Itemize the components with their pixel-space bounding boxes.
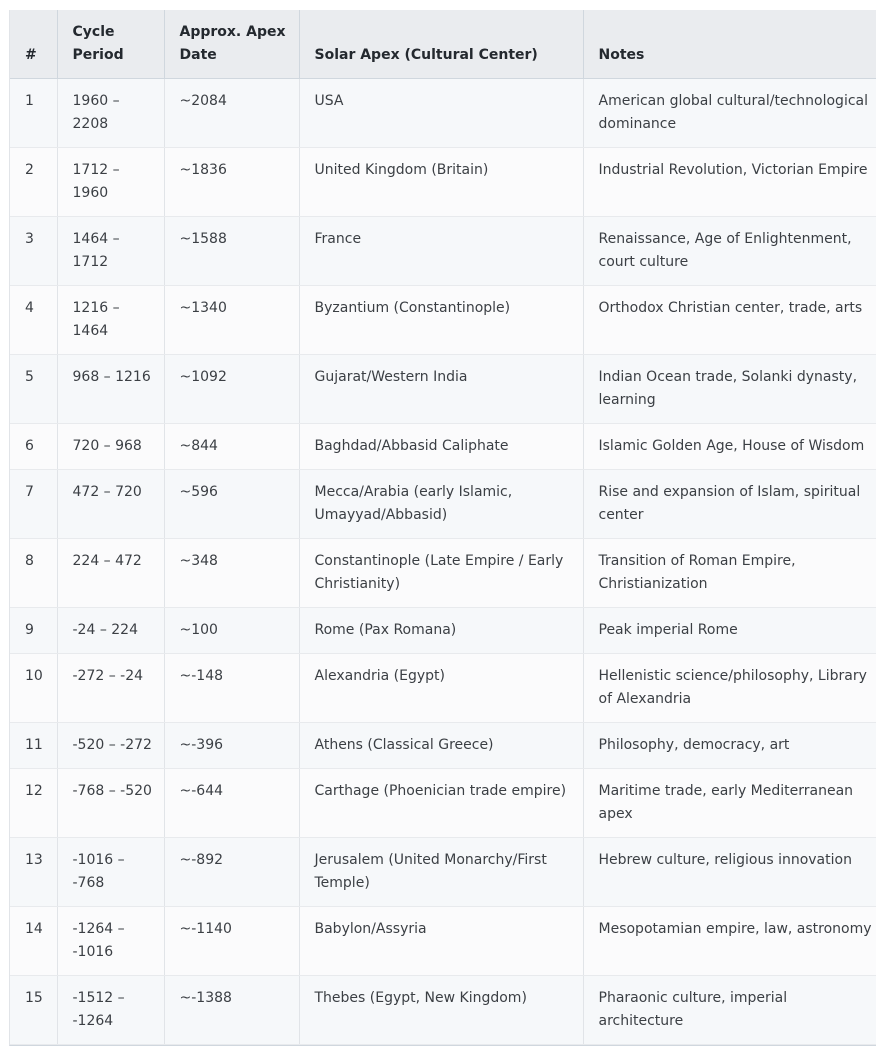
header-number: # [10, 10, 57, 79]
cell-apex-date: ~1092 [164, 355, 299, 424]
cell-solar-apex: United Kingdom (Britain) [299, 148, 583, 217]
cell-apex-date: ~-1140 [164, 907, 299, 976]
cell-solar-apex: USA [299, 79, 583, 148]
table-row [10, 424, 876, 470]
cell-number: 4 [10, 286, 57, 355]
cell-number: 5 [10, 355, 57, 424]
cell-solar-apex: Rome (Pax Romana) [299, 608, 583, 654]
table-row [10, 79, 876, 148]
header-notes: Notes [583, 10, 876, 79]
table-row [10, 723, 876, 769]
table-header [10, 10, 876, 79]
cell-number: 8 [10, 539, 57, 608]
cell-number: 15 [10, 976, 57, 1045]
cell-cycle-period: -272 – -24 [57, 654, 164, 723]
table-row [10, 539, 876, 608]
header-cycle-period: Cycle Period [57, 10, 164, 79]
cell-apex-date: ~-396 [164, 723, 299, 769]
cell-notes: Pharaonic culture, imperial architecture [583, 976, 876, 1045]
cell-number: 14 [10, 907, 57, 976]
cell-number: 12 [10, 769, 57, 838]
cell-apex-date: ~-148 [164, 654, 299, 723]
cell-number: 1 [10, 79, 57, 148]
solar-apex-table [10, 10, 876, 1045]
cell-apex-date: ~1836 [164, 148, 299, 217]
header-row [10, 10, 876, 79]
cell-apex-date: ~-644 [164, 769, 299, 838]
cell-notes: Philosophy, democracy, art [583, 723, 876, 769]
cell-notes: Rise and expansion of Islam, spiritual center [583, 470, 876, 539]
cell-number: 10 [10, 654, 57, 723]
header-apex-date: Approx. Apex Date [164, 10, 299, 79]
table-row [10, 148, 876, 217]
cell-solar-apex: France [299, 217, 583, 286]
cell-cycle-period: 720 – 968 [57, 424, 164, 470]
cell-solar-apex: Thebes (Egypt, New Kingdom) [299, 976, 583, 1045]
cell-solar-apex: Jerusalem (United Monarchy/First Temple) [299, 838, 583, 907]
cell-cycle-period: 224 – 472 [57, 539, 164, 608]
cell-apex-date: ~1340 [164, 286, 299, 355]
table-row [10, 976, 876, 1045]
cell-number: 6 [10, 424, 57, 470]
cell-solar-apex: Athens (Classical Greece) [299, 723, 583, 769]
cell-notes: Industrial Revolution, Victorian Empire [583, 148, 876, 217]
cell-apex-date: ~100 [164, 608, 299, 654]
cell-solar-apex: Alexandria (Egypt) [299, 654, 583, 723]
cell-solar-apex: Gujarat/Western India [299, 355, 583, 424]
cell-cycle-period: -1512 – -1264 [57, 976, 164, 1045]
cell-notes: Peak imperial Rome [583, 608, 876, 654]
cell-notes: Transition of Roman Empire, Christianization [583, 539, 876, 608]
cell-notes: American global cultural/technological dominance [583, 79, 876, 148]
cell-solar-apex: Constantinople (Late Empire / Early Christianity) [299, 539, 583, 608]
cell-cycle-period: 1464 – 1712 [57, 217, 164, 286]
cell-solar-apex: Babylon/Assyria [299, 907, 583, 976]
cell-notes: Hellenistic science/philosophy, Library of Alexandria [583, 654, 876, 723]
cell-apex-date: ~596 [164, 470, 299, 539]
cell-solar-apex: Baghdad/Abbasid Caliphate [299, 424, 583, 470]
cell-cycle-period: 472 – 720 [57, 470, 164, 539]
cell-number: 3 [10, 217, 57, 286]
table-row [10, 470, 876, 539]
cell-notes: Maritime trade, early Mediterranean apex [583, 769, 876, 838]
cell-notes: Orthodox Christian center, trade, arts [583, 286, 876, 355]
cell-cycle-period: 1712 – 1960 [57, 148, 164, 217]
cell-cycle-period: -1016 – -768 [57, 838, 164, 907]
cell-cycle-period: -24 – 224 [57, 608, 164, 654]
cell-solar-apex: Byzantium (Constantinople) [299, 286, 583, 355]
table-row [10, 355, 876, 424]
cell-cycle-period: -520 – -272 [57, 723, 164, 769]
table-row [10, 608, 876, 654]
data-table-container [9, 10, 876, 1046]
table-row [10, 217, 876, 286]
cell-cycle-period: 968 – 1216 [57, 355, 164, 424]
cell-number: 9 [10, 608, 57, 654]
table-row [10, 838, 876, 907]
cell-apex-date: ~1588 [164, 217, 299, 286]
cell-apex-date: ~-1388 [164, 976, 299, 1045]
cell-apex-date: ~348 [164, 539, 299, 608]
cell-notes: Renaissance, Age of Enlightenment, court culture [583, 217, 876, 286]
cell-notes: Indian Ocean trade, Solanki dynasty, learning [583, 355, 876, 424]
cell-cycle-period: -768 – -520 [57, 769, 164, 838]
cell-cycle-period: -1264 – -1016 [57, 907, 164, 976]
cell-cycle-period: 1960 – 2208 [57, 79, 164, 148]
table-row [10, 769, 876, 838]
header-solar-apex: Solar Apex (Cultural Center) [299, 10, 583, 79]
table-row [10, 907, 876, 976]
cell-apex-date: ~2084 [164, 79, 299, 148]
cell-notes: Mesopotamian empire, law, astronomy [583, 907, 876, 976]
cell-apex-date: ~844 [164, 424, 299, 470]
cell-notes: Islamic Golden Age, House of Wisdom [583, 424, 876, 470]
cell-number: 2 [10, 148, 57, 217]
cell-solar-apex: Carthage (Phoenician trade empire) [299, 769, 583, 838]
cell-number: 7 [10, 470, 57, 539]
table-row [10, 654, 876, 723]
cell-apex-date: ~-892 [164, 838, 299, 907]
cell-number: 11 [10, 723, 57, 769]
cell-solar-apex: Mecca/Arabia (early Islamic, Umayyad/Abbasid) [299, 470, 583, 539]
cell-cycle-period: 1216 – 1464 [57, 286, 164, 355]
table-row [10, 286, 876, 355]
table-body [10, 79, 876, 1045]
cell-number: 13 [10, 838, 57, 907]
cell-notes: Hebrew culture, religious innovation [583, 838, 876, 907]
